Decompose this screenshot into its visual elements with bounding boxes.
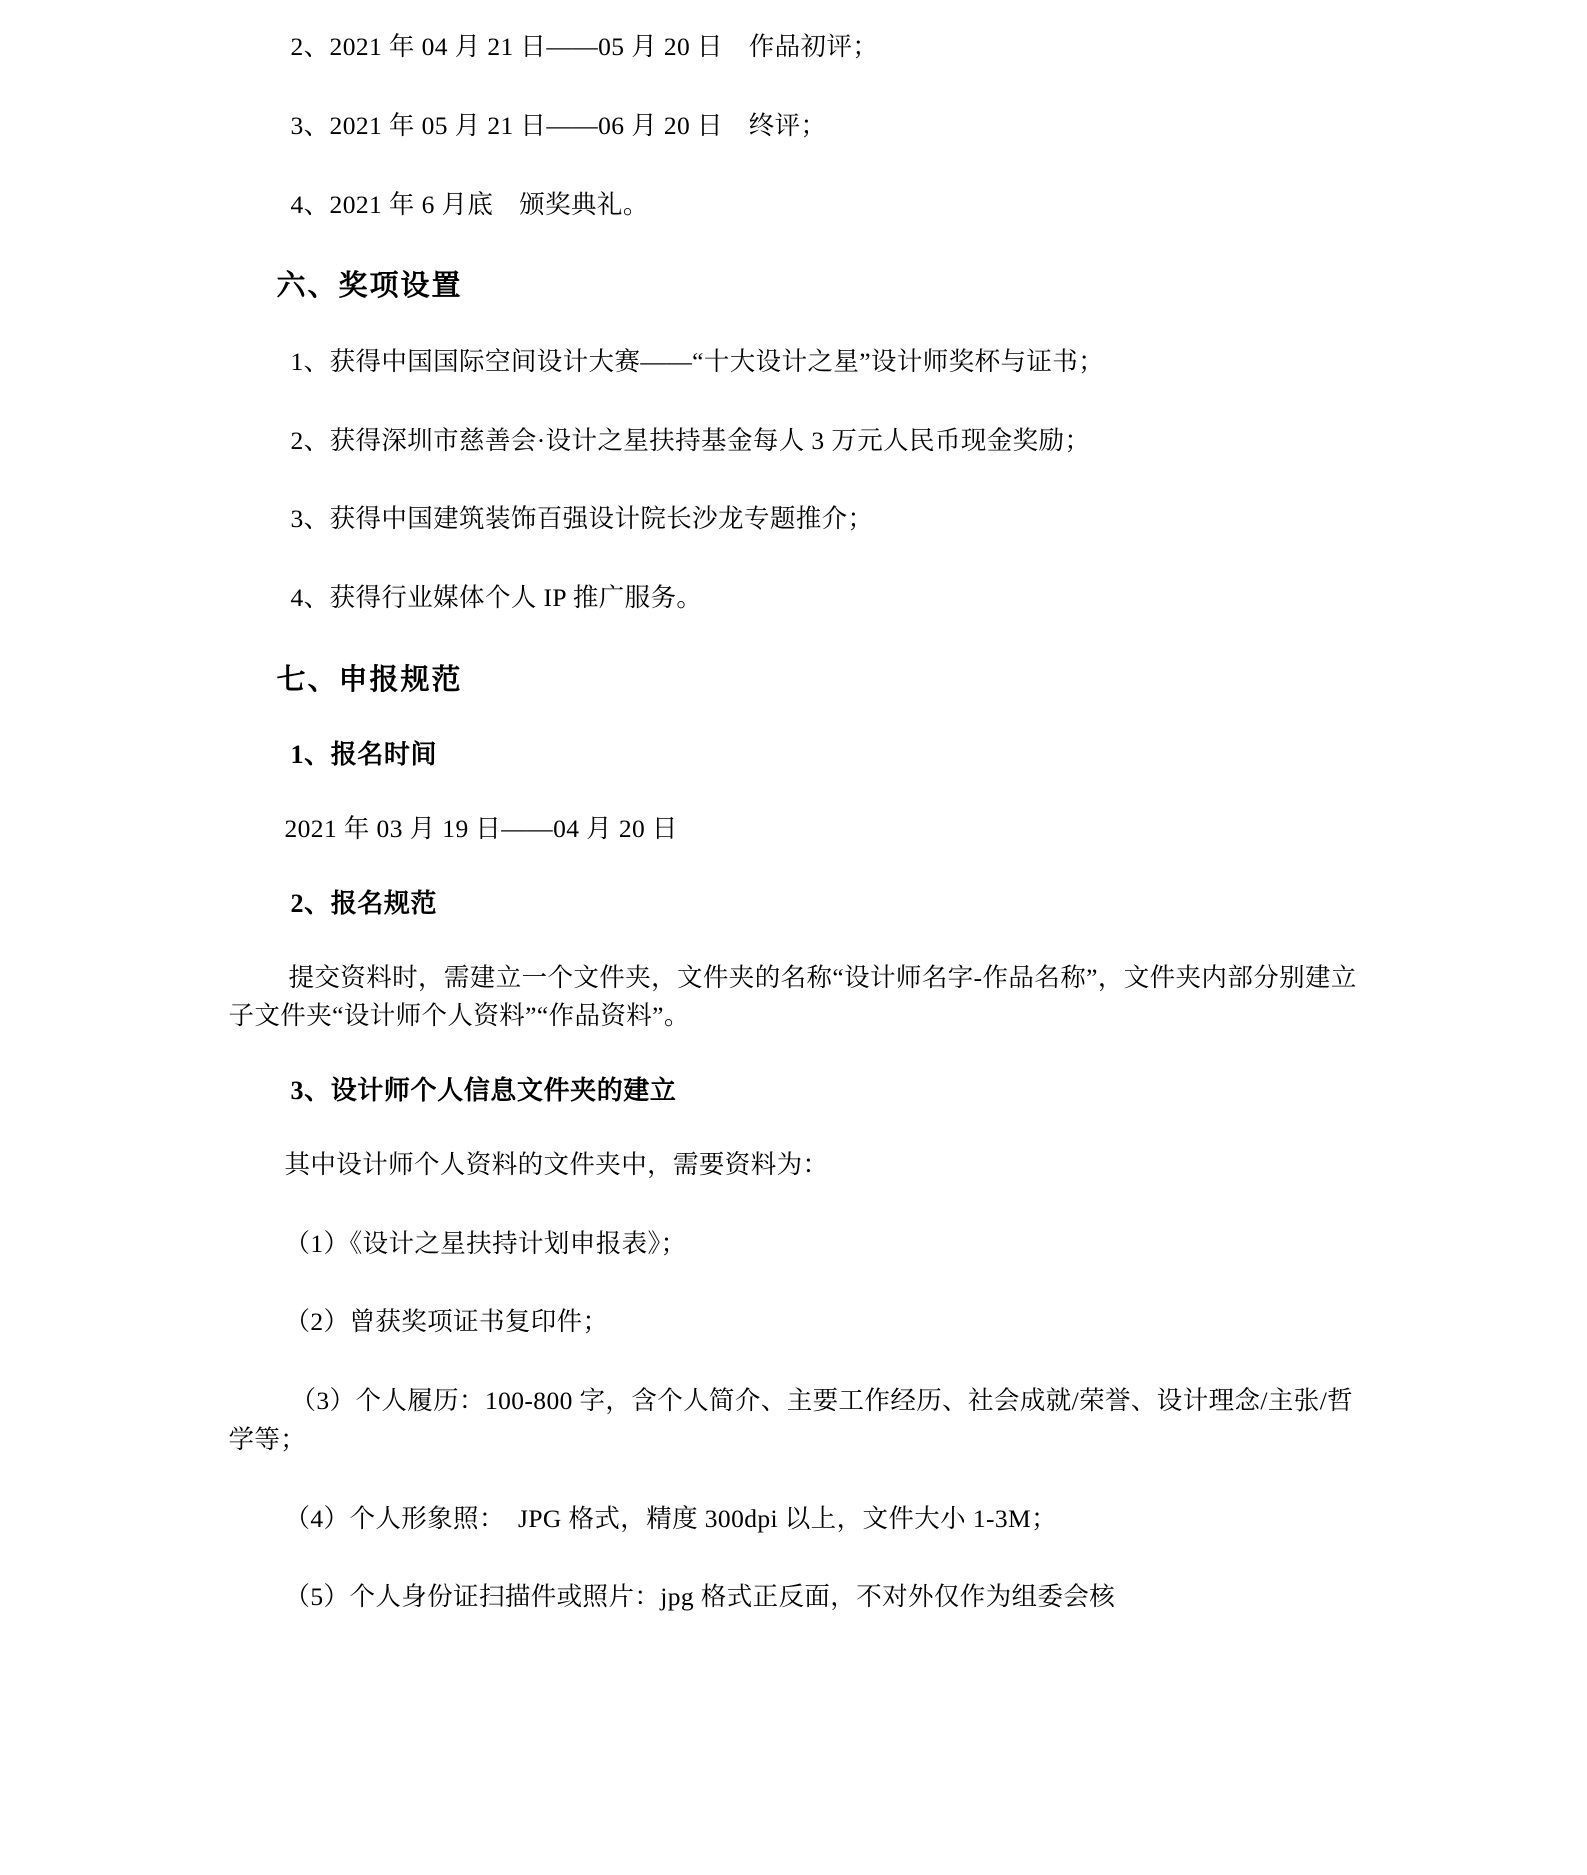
- signup-date-text: 2021 年 03 月 19 日——04 月 20 日: [284, 814, 678, 844]
- material-item-4: （4）个人形象照： JPG 格式，精度 300dpi 以上，文件大小 1-3M；: [284, 1503, 1058, 1533]
- section-heading-awards: 六、奖项设置: [276, 270, 463, 303]
- spacer: [229, 224, 1359, 266]
- signup-spec-body: 提交资料时，需建立一个文件夹，文件夹的名称“设计师名字-作品名称”，文件夹内部分别建立子文件夹“设计师个人资料”“作品资料”。: [228, 962, 1357, 1031]
- award-item-4: 4、获得行业媒体个人 IP 推广服务。: [290, 583, 703, 613]
- material-item-3: （3）个人履历：100-800 字，含个人简介、主要工作经历、社会成就/荣誉、设计理念/主张/哲学等；: [228, 1386, 1354, 1454]
- document-body: [229, 28, 1359, 1617]
- award-item-2: 2、获得深圳市慈善会·设计之星扶持基金每人 3 万元人民币现金奖励；: [290, 425, 1091, 455]
- subheading-signup-spec: 2、报名规范: [290, 888, 438, 918]
- schedule-item-3: 3、2021 年 05 月 21 日——06 月 20 日 终评；: [290, 110, 827, 140]
- spacer: [229, 700, 1359, 736]
- material-item-2: （2）曾获奖项证书复印件；: [284, 1307, 609, 1337]
- spacer: [229, 618, 1359, 660]
- schedule-item-4: 4、2021 年 6 月底 颁奖典礼。: [290, 189, 649, 219]
- material-item-1: （1）《设计之星扶持计划申报表》；: [284, 1228, 687, 1258]
- spacer: [229, 1036, 1359, 1072]
- award-item-1: 1、获得中国国际空间设计大赛——“十大设计之星”设计师奖杯与证书；: [290, 346, 1105, 376]
- schedule-item-2: 2、2021 年 04 月 21 日——05 月 20 日 作品初评；: [290, 32, 879, 61]
- spacer: [229, 923, 1359, 959]
- spacer: [229, 1110, 1359, 1146]
- material-item-5: （5）个人身份证扫描件或照片：jpg 格式正反面，不对外仅作为组委会核: [284, 1582, 1116, 1612]
- subheading-designer-folder: 3、设计师个人信息文件夹的建立: [290, 1076, 677, 1106]
- award-item-3: 3、获得中国建筑装饰百强设计院长沙龙专题推介；: [290, 504, 874, 534]
- subheading-signup-time: 1、报名时间: [290, 740, 438, 770]
- section-heading-application-rules: 七、申报规范: [276, 663, 463, 696]
- spacer: [229, 849, 1359, 885]
- spacer: [229, 307, 1359, 343]
- spacer: [229, 774, 1359, 810]
- designer-folder-body: 其中设计师个人资料的文件夹中，需要资料为：: [284, 1149, 829, 1179]
